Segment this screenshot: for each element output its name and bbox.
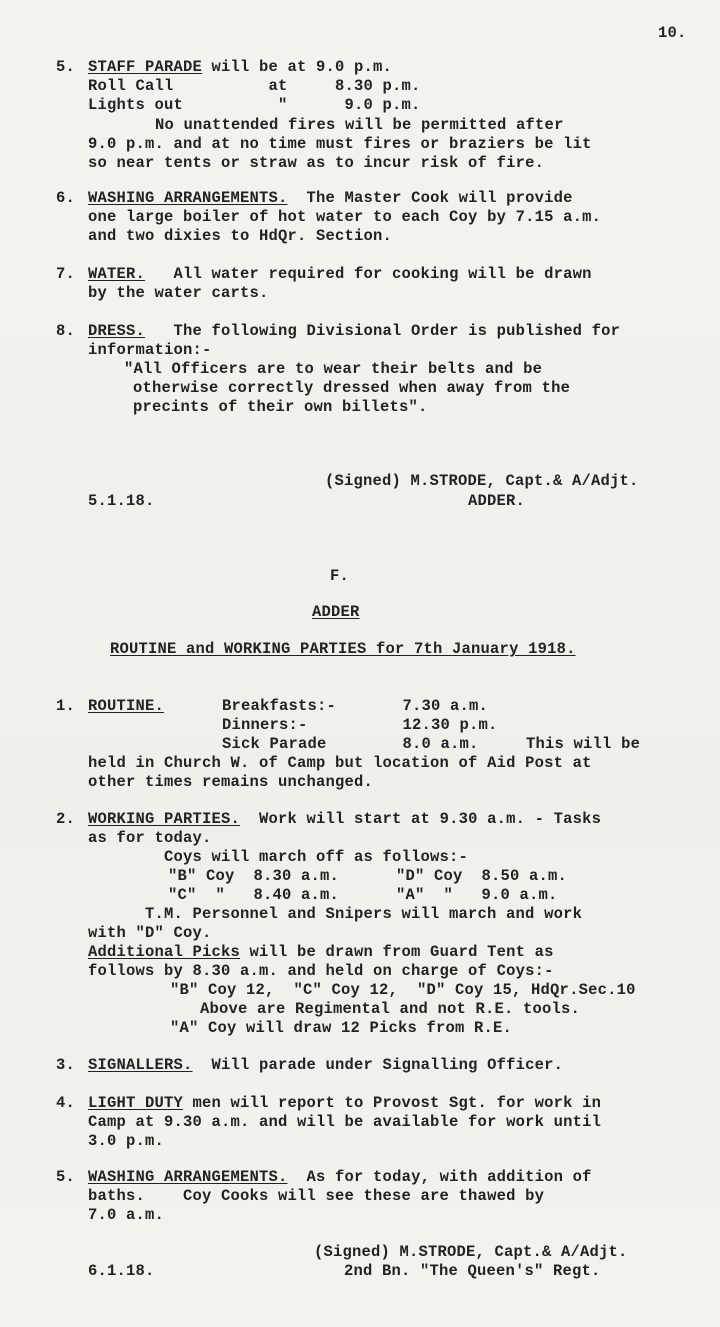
body-text: by the water carts. <box>88 284 269 302</box>
staff-parade-line <box>88 58 392 77</box>
dinners-line: Dinners:- 12.30 p.m. <box>222 716 498 734</box>
water-text: All water required for cooking will be drawn <box>145 265 592 283</box>
unit-heading: ADDER <box>312 603 360 621</box>
dress-heading: DRESS. <box>88 322 146 340</box>
working-parties-heading: WORKING PARTIES. <box>88 810 241 828</box>
working-parties-text: Work will start at 9.30 a.m. - Tasks <box>240 810 602 828</box>
signature: (Signed) M.STRODE, Capt.& A/Adjt. <box>314 1243 628 1261</box>
staff-parade-text: will be at 9.0 p.m. <box>202 58 393 76</box>
signallers-line <box>88 1056 563 1075</box>
staff-parade-heading: STAFF PARADE <box>88 58 203 76</box>
signallers-heading: SIGNALLERS. <box>88 1056 193 1074</box>
body-text: T.M. Personnel and Snipers will march and work <box>145 905 583 923</box>
water-heading: WATER. <box>88 265 146 283</box>
body-text: Coys will march off as follows:- <box>164 848 469 866</box>
item-number: 7. <box>56 265 76 283</box>
signature: (Signed) M.STRODE, Capt.& A/Adjt. <box>325 472 639 490</box>
body-text: other times remains unchanged. <box>88 773 374 791</box>
additional-picks-heading: Additional Picks <box>88 943 241 961</box>
unit-name: ADDER. <box>468 492 526 510</box>
body-text: so near tents or straw as to incur risk of fire. <box>88 154 545 172</box>
body-text: 3.0 p.m. <box>88 1132 165 1150</box>
page-number: 10. <box>658 24 687 42</box>
quote-text: otherwise correctly dressed when away from the <box>133 379 571 397</box>
march-times-c-a: "C" " 8.40 a.m. "A" " 9.0 a.m. <box>168 886 558 904</box>
washing-text: As for today, with addition of <box>287 1168 592 1186</box>
breakfasts-line: Breakfasts:- 7.30 a.m. <box>222 697 489 715</box>
body-text: and two dixies to HdQr. Section. <box>88 227 393 245</box>
item-number: 1. <box>56 697 76 715</box>
body-text: one large boiler of hot water to each Coy by 7.15 a.m. <box>88 208 602 226</box>
body-text: No unattended fires will be permitted after <box>155 116 564 134</box>
item-number: 5. <box>56 58 76 76</box>
washing-line <box>88 1168 592 1187</box>
roll-call-line: Roll Call at 8.30 p.m. <box>88 77 421 95</box>
date: 5.1.18. <box>88 492 155 510</box>
march-times-b-d: "B" Coy 8.30 a.m. "D" Coy 8.50 a.m. <box>168 867 568 885</box>
item-number: 6. <box>56 189 76 207</box>
body-text: with "D" Coy. <box>88 924 212 942</box>
item-number: 3. <box>56 1056 76 1074</box>
body-text: held in Church W. of Camp but location of Aid Post at <box>88 754 592 772</box>
item-number: 4. <box>56 1094 76 1112</box>
body-text: 7.0 a.m. <box>88 1206 165 1224</box>
water-line <box>88 265 592 284</box>
body-text: follows by 8.30 a.m. and held on charge of Coys:- <box>88 962 554 980</box>
picks-line <box>88 943 554 962</box>
document-title: ROUTINE and WORKING PARTIES for 7th January 1918. <box>110 640 576 658</box>
washing-line <box>88 189 573 208</box>
signallers-text: Will parade under Signalling Officer. <box>192 1056 564 1074</box>
body-text: Camp at 9.30 a.m. and will be available for work until <box>88 1113 602 1131</box>
dress-line <box>88 322 620 341</box>
body-text: 9.0 p.m. and at no time must fires or braziers be lit <box>88 135 592 153</box>
body-text: Above are Regimental and not R.E. tools. <box>200 1000 581 1018</box>
light-duty-heading: LIGHT DUTY <box>88 1094 184 1112</box>
body-text: baths. Coy Cooks will see these are thawed by <box>88 1187 545 1205</box>
picks-allocation: "B" Coy 12, "C" Coy 12, "D" Coy 15, HdQr.Sec.10 <box>170 981 636 999</box>
routine-heading: ROUTINE. <box>88 697 165 715</box>
washing-text: The Master Cook will provide <box>287 189 573 207</box>
section-letter: F. <box>330 567 350 585</box>
date: 6.1.18. <box>88 1262 155 1280</box>
light-duty-line <box>88 1094 601 1113</box>
washing-heading: WASHING ARRANGEMENTS. <box>88 189 288 207</box>
sick-parade-line: Sick Parade 8.0 a.m. This will be <box>222 735 641 753</box>
dress-text: The following Divisional Order is published for <box>145 322 621 340</box>
quote-text: precints of their own billets". <box>133 398 428 416</box>
item-number: 2. <box>56 810 76 828</box>
lights-out-line: Lights out " 9.0 p.m. <box>88 96 421 114</box>
item-number: 8. <box>56 322 76 340</box>
picks-text: will be drawn from Guard Tent as <box>240 943 554 961</box>
body-text: "A" Coy will draw 12 Picks from R.E. <box>170 1019 513 1037</box>
washing-heading: WASHING ARRANGEMENTS. <box>88 1168 288 1186</box>
body-text: as for today. <box>88 829 212 847</box>
item-number: 5. <box>56 1168 76 1186</box>
working-parties-line <box>88 810 601 829</box>
light-duty-text: men will report to Provost Sgt. for work in <box>183 1094 602 1112</box>
unit-name: 2nd Bn. "The Queen's" Regt. <box>344 1262 601 1280</box>
quote-text: "All Officers are to wear their belts and be <box>124 360 543 378</box>
body-text: information:- <box>88 341 212 359</box>
